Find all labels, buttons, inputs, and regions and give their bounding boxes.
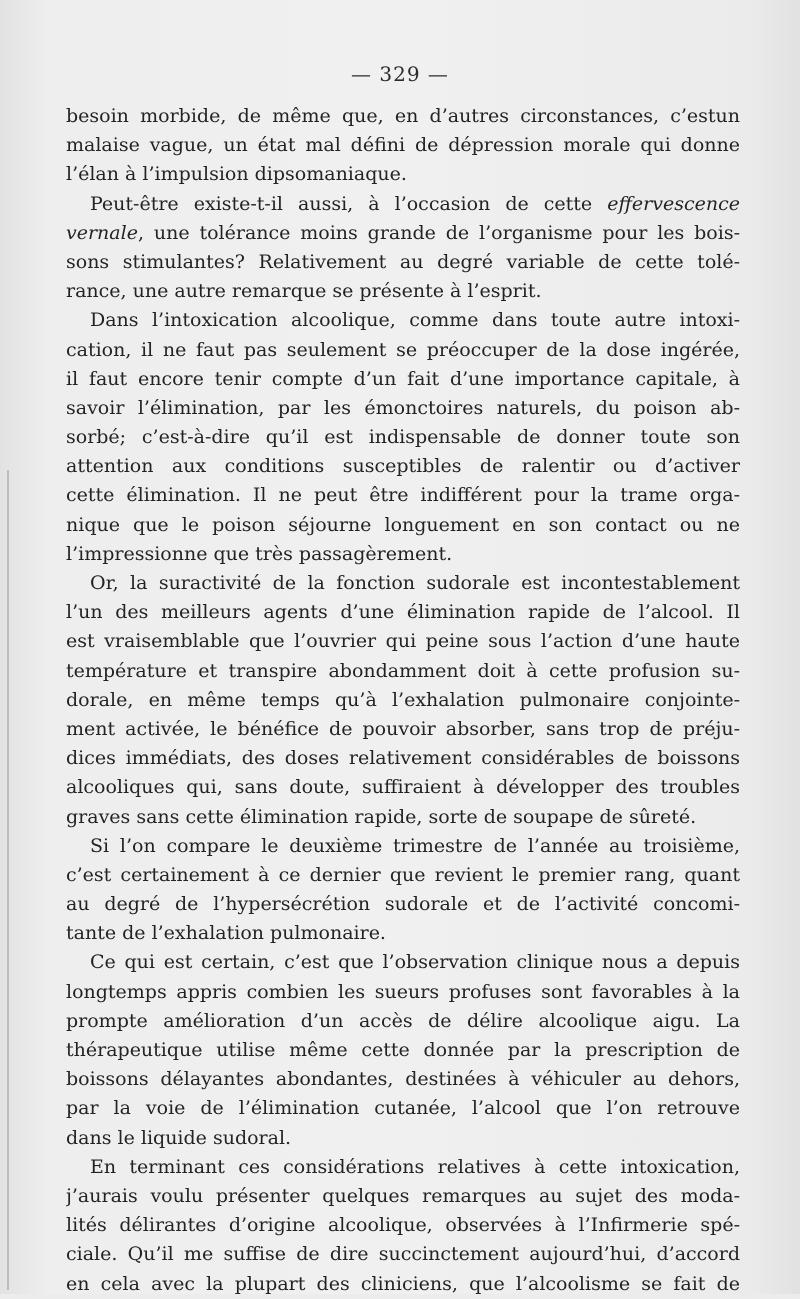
text-line: en cela avec la plupart des cliniciens, que l’alcoolisme se fait de — [66, 1272, 740, 1295]
text-line: cation, il ne faut pas seulement se préoccuper de la dose ingérée, — [66, 338, 740, 361]
text-line: l’élan à l’impulsion dipsomaniaque. — [66, 163, 407, 186]
text-line: l’impressionne que très passagèrement. — [66, 542, 453, 565]
text-line: dices immédiats, des doses relativement considérables de boissons — [66, 747, 740, 770]
text-line: Si l’on compare le deuxième trimestre de l’année au troisième, — [90, 834, 740, 857]
text-line: au degré de l’hypersécrétion sudorale et de l’activité concomi- — [66, 893, 740, 916]
text-line: boissons délayantes abondantes, destinées à véhiculer au dehors, — [66, 1068, 740, 1091]
text-line: est vraisemblable que l’ouvrier qui peine sous l’action d’une haute — [66, 630, 740, 653]
text-line: il faut encore tenir compte d’un fait d’une importance capitale, à — [66, 367, 740, 390]
italic-term: effervescence — [607, 192, 740, 215]
text-line: température et transpire abondamment doit à cette profusion su- — [66, 659, 740, 682]
text-line: thérapeutique utilise même cette donnée par la prescription de — [66, 1039, 740, 1061]
text-line: l’un des meilleurs agents d’une élimination rapide de l’alcool. Il — [66, 601, 740, 624]
text-line: dorale, en même temps qu’à l’exhalation pulmonaire conjointe- — [66, 688, 740, 711]
text-line: Or, la suractivité de la fonction sudorale est incontestablement — [90, 572, 740, 594]
text-line: cette élimination. Il ne peut être indifférent pour la trame orga- — [66, 484, 740, 507]
text-line: sons stimulantes? Relativement au degré variable de cette tolé- — [66, 250, 740, 273]
binding-edge-line — [7, 470, 9, 1290]
text-line: longtemps appris combien les sueurs profuses sont favorables à la — [66, 980, 740, 1003]
text-line: prompte amélioration d’un accès de délire alcoolique aigu. La — [66, 1009, 740, 1032]
text-line: j’aurais voulu présenter quelques remarques au sujet des moda- — [66, 1184, 740, 1207]
text-line — [66, 190, 740, 219]
text-line: attention aux conditions susceptibles de ralentir ou d’activer — [66, 455, 740, 478]
text-line: ciale. Qu’il me suffise de dire succinctement aujourd’hui, d’accord — [66, 1243, 740, 1266]
text-line: Ce qui est certain, c’est que l’observation clinique nous a depuis — [90, 951, 740, 974]
text-line: Dans l’intoxication alcoolique, comme dans toute autre intoxi- — [90, 309, 740, 332]
text-line: En terminant ces considérations relatives à cette intoxication, — [90, 1155, 740, 1178]
text-segment: , une tolérance moins grande de l’organisme pour les bois- — [137, 221, 740, 244]
text-segment: Peut-être existe-t-il aussi, à l’occasion de cette — [90, 192, 608, 215]
text-line — [66, 219, 740, 248]
text-line: ment activée, le bénéfice de pouvoir absorber, sans trop de préju- — [66, 717, 740, 740]
page-number: — 329 — — [351, 62, 449, 86]
text-line: alcooliques qui, sans doute, suffiraient à développer des troubles — [66, 776, 740, 799]
text-line: tante de l’exhalation pulmonaire. — [66, 922, 386, 945]
text-line: c’est certainement à ce dernier que revient le premier rang, quant — [66, 863, 740, 886]
text-line: savoir l’élimination, par les émonctoires naturels, du poison ab- — [66, 396, 740, 419]
text-line: par la voie de l’élimination cutanée, l’alcool que l’on retrouve — [66, 1097, 740, 1120]
text-line: sorbé; c’est-à-dire qu’il est indispensable de donner toute son — [66, 426, 740, 449]
italic-term: vernale — [66, 221, 138, 244]
text-line: graves sans cette élimination rapide, sorte de soupape de sûreté. — [66, 805, 697, 828]
text-line: dans le liquide sudoral. — [66, 1126, 292, 1149]
text-line: lités délirantes d’origine alcoolique, observées à l’Infirmerie spé- — [66, 1214, 740, 1237]
body-text — [66, 102, 740, 1299]
text-line: besoin morbide, de même que, en d’autres circonstances, c’estun — [66, 105, 740, 127]
text-line: nique que le poison séjourne longuement en son contact ou ne — [66, 513, 740, 536]
text-line: rance, une autre remarque se présente à l’esprit. — [66, 280, 542, 303]
text-line: malaise vague, un état mal défini de dépression morale qui donne — [66, 134, 740, 157]
